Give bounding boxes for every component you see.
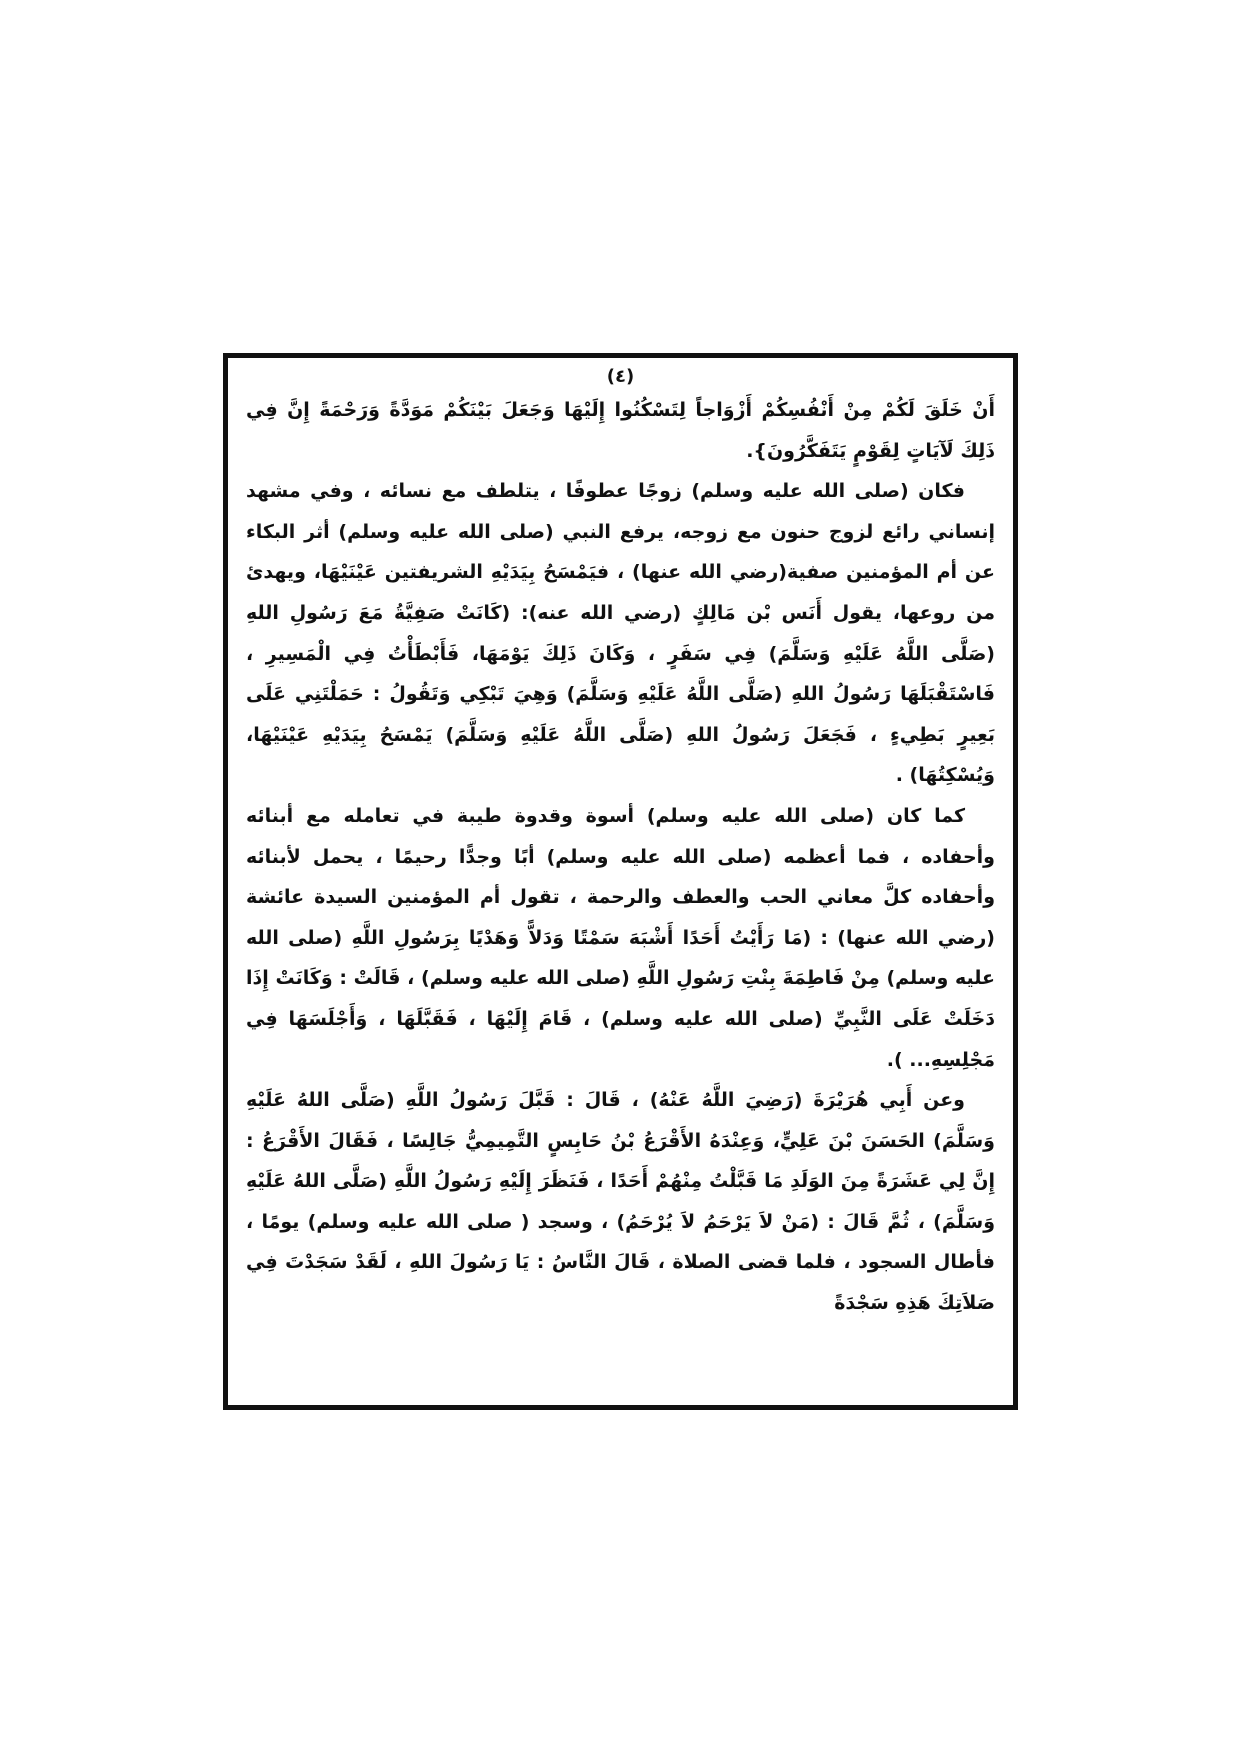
paragraph-abu-hurayra — [246, 1080, 995, 1324]
children-grandchildren-text: ، يحمل لأبنائه وأحفاده كلَّ معاني الحب والعطف والرحمة ، تقول أم المؤمنين السيدة عائشة (رضي الله عنها) : (مَا رَأَيْتُ أَحَدًا أَشْبَهَ سَمْتًا وَدَلاًّ وَهَدْيًا بِرَسُولِ اللَّهِ (صلى الله عليه وسلم) مِنْ فَاطِمَةَ بِنْتِ رَسُولِ اللَّهِ (صلى الله عليه وسلم) ، قَالَتْ : وَكَانَتْ إِذَا دَخَلَتْ عَلَى النَّبِيِّ (صلى الله عليه وسلم) ، قَامَ إِلَيْهَا ، فَقَبَّلَهَا ، وَأَجْلَسَهَا فِي مَجْلِسِهِ... ). — [246, 845, 995, 1071]
abu-hurayra-text: وعن أَبِي هُرَيْرَةَ (رَضِيَ اللَّهُ عَنْهُ) ، قَالَ : قَبَّلَ رَسُولُ اللَّهِ (صَلَّى اللهُ عَلَيْهِ وَسَلَّمَ) الحَسَنَ بْنَ عَلِيٍّ، وَعِنْدَهُ الأَقْرَعُ بْنُ حَابِسٍ التَّمِيمِيُّ جَالِسًا ، فَقَالَ الأَقْرَعُ : إِنَّ لِي عَشَرَةً مِنَ الوَلَدِ مَا قَبَّلْتُ مِنْهُمْ أَحَدًا ، فَنَظَرَ إِلَيْهِ رَسُولُ اللَّهِ (صَلَّى اللهُ عَلَيْهِ وَسَلَّمَ) ، ثُمَّ قَالَ : (مَنْ لاَ يَرْحَمُ لاَ يُرْحَمُ) ، وسجد ( صلى الله عليه وسلم) يومًا ، فأطال السجود ، فلما قضى الصلاة ، قَالَ النَّاسُ : يَا رَسُولَ اللهِ ، لَقَدْ سَجَدْتَ فِي صَلاَتِكَ هَذِهِ سَجْدَةً — [246, 1089, 995, 1315]
page-number: (٤) — [606, 366, 635, 387]
paragraph-children-grandchildren — [246, 796, 995, 1080]
paragraph-safiyya-story — [246, 471, 995, 796]
emphasized-heading-text: كما كان (صلى الله عليه وسلم) أسوة وقدوة طيبة في تعامله مع أبنائه وأحفاده ، فما أعظمه (صلى الله عليه وسلم) أبًا وجدًّا رحيمًا — [246, 804, 995, 868]
page-frame — [223, 353, 1018, 1410]
page-content — [246, 364, 995, 1397]
paragraph-quran-verse — [246, 390, 995, 471]
safiyya-story-text: فكان (صلى الله عليه وسلم) زوجًا عطوفًا ، يتلطف مع نسائه ، وفي مشهد إنساني رائع لزوج حنون مع زوجه، يرفع النبي (صلى الله عليه وسلم) أثر البكاء عن أم المؤمنين صفية(رضي الله عنها) ، فيَمْسَحُ بِيَدَيْهِ الشريفتين عَيْنَيْهَا، ويهدئ من روعها، يقول أَنَس بْن مَالِكٍ (رضي الله عنه): (كَانَتْ صَفِيَّةُ مَعَ رَسُولِ اللهِ (صَلَّى اللَّهُ عَلَيْهِ وَسَلَّمَ) فِي سَفَرٍ ، وَكَانَ ذَلِكَ يَوْمَهَا، فَأَبْطَأْتُ فِي الْمَسِيرِ ، فَاسْتَقْبَلَهَا رَسُولُ اللهِ (صَلَّى اللَّهُ عَلَيْهِ وَسَلَّمَ) وَهِيَ تَبْكِي وَتَقُولُ : حَمَلْتَنِي عَلَى بَعِيرٍ بَطِيءٍ ، فَجَعَلَ رَسُولُ اللهِ (صَلَّى اللَّهُ عَلَيْهِ وَسَلَّمَ) يَمْسَحُ بِيَدَيْهِ عَيْنَيْهَا، وَيُسْكِتُهَا) . — [246, 480, 995, 787]
quran-verse-text: أَنْ خَلَقَ لَكُمْ مِنْ أَنْفُسِكُمْ أَزْوَاجاً لِتَسْكُنُوا إِلَيْهَا وَجَعَلَ بَيْنَكُمْ مَوَدَّةً وَرَحْمَةً إِنَّ فِي ذَلِكَ لَآيَاتٍ لِقَوْمٍ يَتَفَكَّرُونَ}. — [246, 399, 995, 462]
